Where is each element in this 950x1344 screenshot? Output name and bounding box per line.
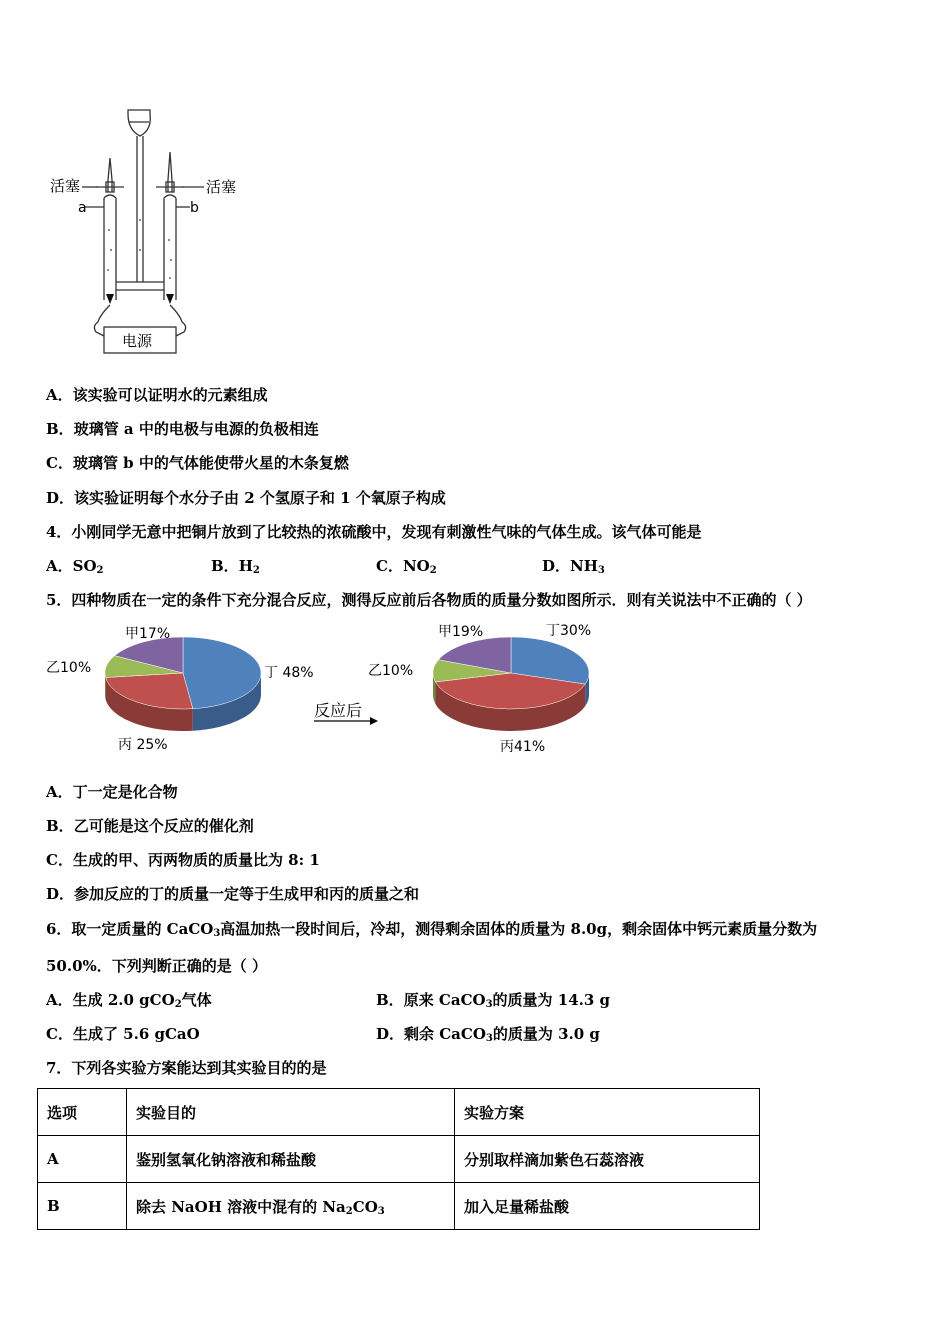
reaction-arrow-label: 反应后 bbox=[314, 701, 363, 720]
row-a-purpose: 鉴别氢氧化钠溶液和稀盐酸 bbox=[127, 1136, 455, 1183]
q5-option-d: D．参加反应的丁的质量一定等于生成甲和丙的质量之和 bbox=[46, 885, 420, 903]
q4-stem: 4．小刚同学无意中把铜片放到了比较热的浓硫酸中，发现有刺激性气味的气体生成。该气体可能是 bbox=[46, 523, 702, 541]
q3-option-b: B．玻璃管 a 中的电极与电源的负极相连 bbox=[46, 420, 319, 438]
pie1-label-jia: 甲17% bbox=[125, 626, 171, 642]
pie2-label-jia: 甲19% bbox=[438, 624, 484, 640]
pie1-label-ding: 丁 48% bbox=[264, 665, 314, 681]
electrolysis-apparatus-diagram bbox=[40, 100, 270, 362]
row-b-purpose: 除去 NaOH 溶液中混有的 $Na_2CO_3$ bbox=[127, 1183, 455, 1230]
q6-option-b: B．原来 CaCO$_3$的质量为 14.3 g bbox=[376, 991, 611, 1010]
q4-option-a: A．$SO_2$ bbox=[46, 557, 104, 576]
table-row bbox=[38, 1136, 760, 1183]
header-plan: 实验方案 bbox=[455, 1089, 760, 1136]
q3-option-c: C．玻璃管 b 中的气体能使带火星的木条复燃 bbox=[46, 454, 349, 472]
power-supply-label: 电源 bbox=[122, 332, 153, 350]
header-option: 选项 bbox=[38, 1089, 127, 1136]
table-row bbox=[38, 1183, 760, 1230]
row-a-plan: 分别取样滴加紫色石蕊溶液 bbox=[455, 1136, 760, 1183]
tube-a-label: a bbox=[78, 200, 87, 216]
q7-stem: 7．下列各实验方案能达到其实验目的的是 bbox=[46, 1059, 327, 1077]
experiment-table bbox=[37, 1088, 760, 1230]
left-valve-label: 活塞 bbox=[50, 177, 81, 195]
q3-option-d: D．该实验证明每个水分子由 2 个氢原子和 1 个氧原子构成 bbox=[46, 489, 446, 507]
table-header-row bbox=[38, 1089, 760, 1136]
q4-option-d: D．$NH_3$ bbox=[542, 557, 605, 576]
q6-option-a: A．生成 2.0 gCO$_2$气体 bbox=[46, 991, 212, 1010]
pie2-label-yi: 乙10% bbox=[368, 663, 414, 679]
header-purpose: 实验目的 bbox=[127, 1089, 455, 1136]
q6-option-c: C．生成了 5.6 gCaO bbox=[46, 1025, 200, 1043]
reaction-arrow-head bbox=[370, 717, 378, 725]
right-valve-label: 活塞 bbox=[206, 178, 237, 196]
q5-option-c: C．生成的甲、丙两物质的质量比为 8: 1 bbox=[46, 851, 320, 869]
q4-option-b: B．$H_2$ bbox=[211, 557, 260, 576]
row-a-option: A bbox=[38, 1136, 127, 1183]
pie2-label-ding: 丁30% bbox=[546, 623, 592, 639]
pie2-label-bing: 丙41% bbox=[500, 739, 546, 755]
tube-b-label: b bbox=[190, 200, 199, 216]
q6-stem-line2: 50.0%．下列判断正确的是（ ） bbox=[46, 957, 268, 975]
q6-option-d: D．剩余 CaCO$_3$的质量为 3.0 g bbox=[376, 1025, 600, 1044]
q5-option-b: B．乙可能是这个反应的催化剂 bbox=[46, 817, 254, 835]
row-b-option: B bbox=[38, 1183, 127, 1230]
row-b-plan: 加入足量稀盐酸 bbox=[455, 1183, 760, 1230]
q4-option-c: C．$NO_2$ bbox=[376, 557, 437, 576]
pie1-label-bing: 丙 25% bbox=[118, 737, 168, 753]
q5-option-a: A．丁一定是化合物 bbox=[46, 783, 178, 801]
q3-option-a: A．该实验可以证明水的元素组成 bbox=[46, 386, 268, 404]
q6-stem-line1: 6．取一定质量的 CaCO$_3$高温加热一段时间后，冷却，测得剩余固体的质量为 8.0g，剩余固体中钙元素质量分数为 bbox=[46, 920, 818, 939]
q5-stem: 5．四种物质在一定的条件下充分混合反应，测得反应前后各物质的质量分数如图所示．则有关说法中不正确的（ ） bbox=[46, 591, 812, 609]
pie1-label-yi: 乙10% bbox=[46, 660, 92, 676]
pie-charts-figure bbox=[0, 615, 950, 765]
